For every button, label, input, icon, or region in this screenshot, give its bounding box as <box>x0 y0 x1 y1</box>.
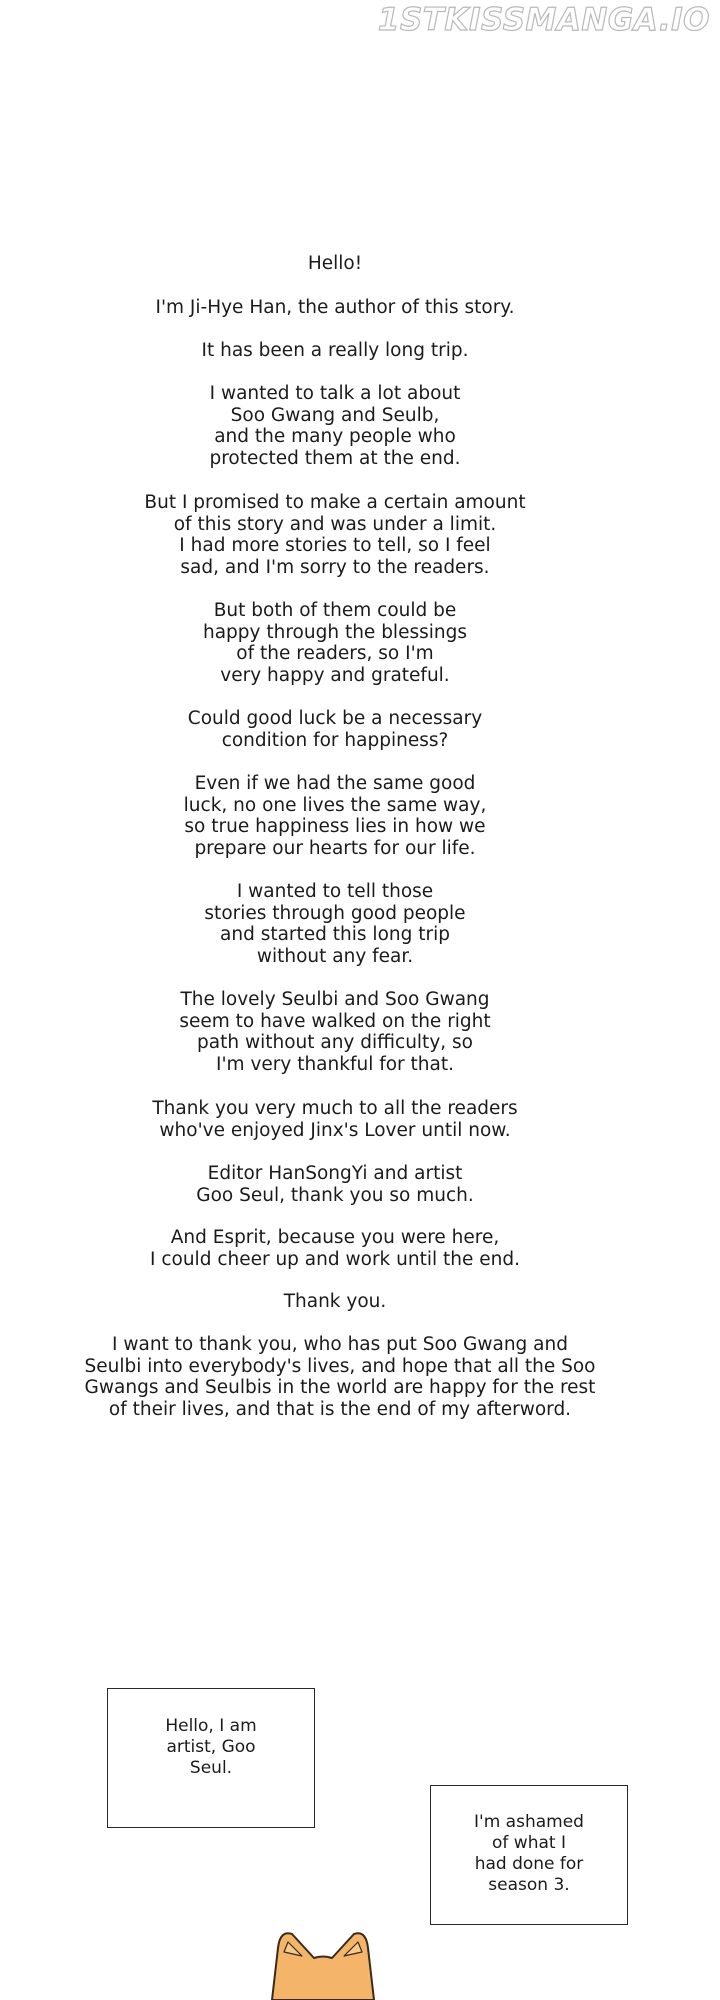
afterword-paragraph: And Esprit, because you were here, I could cheer up and work until the end. <box>150 1227 520 1270</box>
afterword-paragraph: I'm Ji-Hye Han, the author of this story. <box>155 297 515 318</box>
afterword-paragraph: I want to thank you, who has put Soo Gwang and Seulbi into everybody's lives, and hope that all the Soo Gwangs and Seulbis in the world are happy for the rest of their lives, and that is the end of my afterword. <box>84 1334 596 1420</box>
watermark: 1STKISSMANGA.IO <box>377 2 710 38</box>
afterword-paragraph: But both of them could be happy through the blessings of the readers, so I'm very happy and grateful. <box>203 600 467 686</box>
afterword-paragraph: Hello! <box>307 253 363 274</box>
speech-panel-season-text: I'm ashamed of what I had done for season 3. <box>474 1812 584 1895</box>
speech-panel-artist-text: Hello, I am artist, Goo Seul. <box>165 1716 257 1778</box>
afterword-paragraph: Thank you. <box>283 1291 387 1312</box>
afterword-paragraph: I wanted to tell those stories through good people and started this long trip without any fear. <box>204 881 466 967</box>
afterword-paragraph: Even if we had the same good luck, no one lives the same way, so true happiness lies in how we prepare our hearts for our life. <box>183 773 487 859</box>
afterword-paragraph: I wanted to talk a lot about Soo Gwang and Seulb, and the many people who protected them at the end. <box>209 383 461 469</box>
afterword-paragraph: Editor HanSongYi and artist Goo Seul, thank you so much. <box>196 1163 474 1206</box>
afterword-paragraph: Thank you very much to all the readers who've enjoyed Jinx's Lover until now. <box>152 1098 518 1141</box>
afterword-paragraph: It has been a really long trip. <box>201 340 469 361</box>
cat-head-icon <box>268 1918 378 2000</box>
afterword-paragraph: The lovely Seulbi and Soo Gwang seem to have walked on the right path without any difficulty, so I'm very thankful for that. <box>179 989 491 1075</box>
afterword-paragraph: Could good luck be a necessary condition for happiness? <box>187 708 483 751</box>
afterword-paragraph: But I promised to make a certain amount of this story and was under a limit. I had more stories to tell, so I feel sad, and I'm sorry to the readers. <box>144 492 526 578</box>
